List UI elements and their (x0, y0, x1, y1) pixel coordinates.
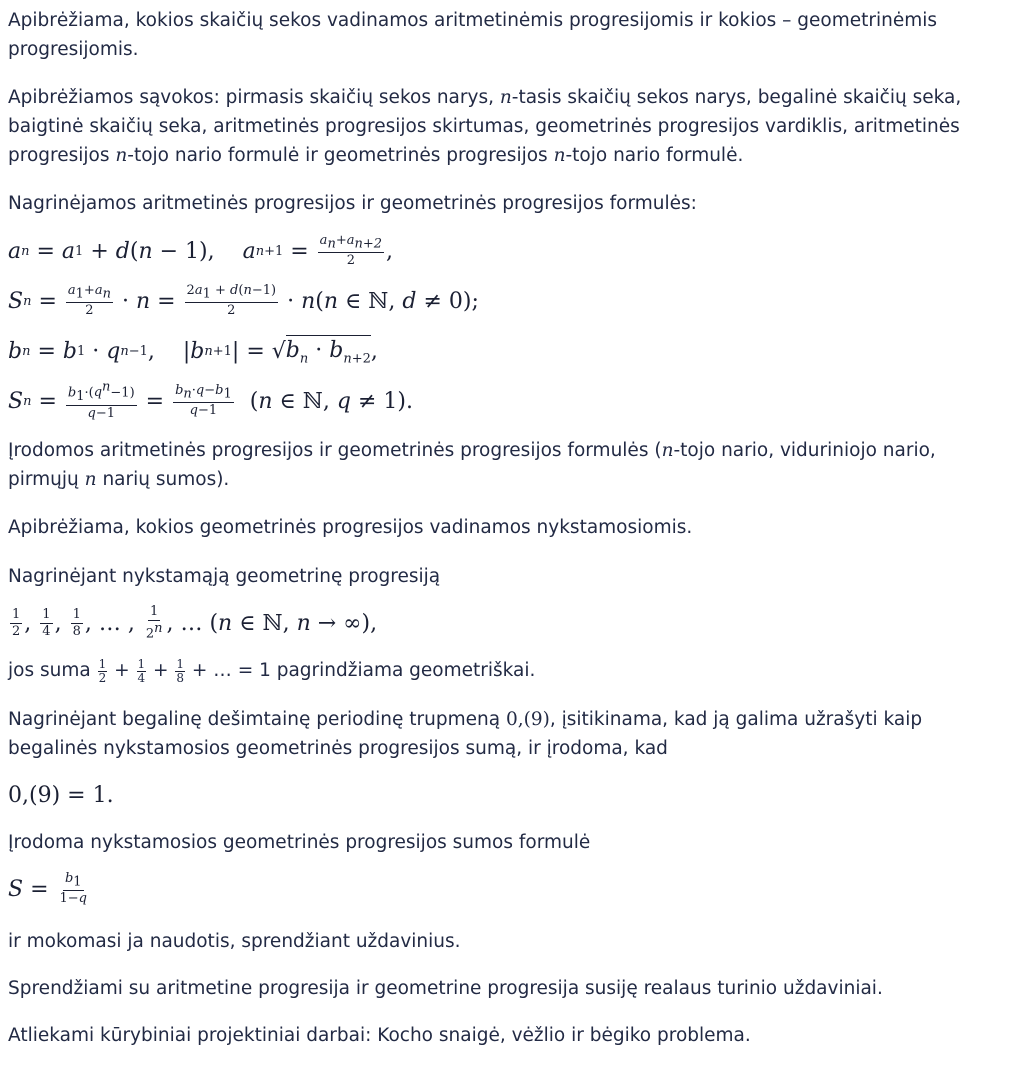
paragraph-vanishing-definition: Apibrėžiama, kokios geometrinės progresijos vadinamos nykstamosiomis. (8, 517, 693, 538)
paragraph-definition: Apibrėžiama, kokios skaičių sekos vadinamos aritmetinėmis progresijomis ir kokios – geometrinėmis progresijomis. (8, 10, 938, 60)
formula-geometric-nth-term: b n = b 1 · q n−1 , | b n+1 | = √ $b_n \cdot b_{n+2}$ , (8, 331, 378, 371)
paragraph-concepts: Apibrėžiamos sąvokos: pirmasis skaičių sekos narys, n-tasis skaičių sekos narys, begalinė skaičių seka, baigtinė skaičių seka, aritmetinės progresijos skirtumas, geometrinės progresijos vardiklis, aritmetinės progresijos n-tojo nario formulė ir geometrinės progresijos n-tojo nario formulė. (8, 87, 962, 166)
formula-periodic-equals-one: 0,(9) = 1. (8, 782, 114, 808)
paragraph-periodic-fraction: Nagrinėjant begalinę dešimtainę periodinę trupmeną 0,(9), įsitikinama, kad ją galima užrašyti kaip begalinės nykstamosios geometrinės progresijos sumą, ir įrodoma, kad (8, 709, 923, 759)
paragraph-formulas-intro: Nagrinėjamos aritmetinės progresijos ir geometrinės progresijos formulės: (8, 193, 697, 214)
formula-geometric-sum: S n = $\frac{b_1\cdot(q^n-1)}{q-1}$ = $\frac{b_n\cdot q-b_1}{q-1}$ ( n ∈ ℕ, q ≠ 1). (8, 380, 413, 421)
paragraph-usage: ir mokomasi ja naudotis, sprendžiant uždavinius. (8, 931, 461, 952)
paragraph-vanishing-intro: Nagrinėjant nykstamąją geometrinę progresiją (8, 566, 441, 587)
formula-vanishing-sequence: $\frac{1}{2}$ , $\frac{1}{4}$ , $\frac{1}{8}$ , … , $\frac{1}{2^n}$ , … ( n ∈ ℕ, n → ∞), (12, 603, 378, 642)
formula-vanishing-sum: S = $\frac{b_1}{1-q}$ (8, 870, 87, 907)
paragraph-projects: Atliekami kūrybiniai projektiniai darbai: Kocho snaigė, vėžlio ir bėgiko problema. (8, 1025, 751, 1046)
paragraph-proofs: Įrodomos aritmetinės progresijos ir geometrinės progresijos formulės (n-tojo nario, viduriniojo nario, pirmųjų n narių sumos). (8, 440, 936, 490)
formula-arithmetic-sum: S n = $\frac{a_1+a_n}{2}$ · n = $\frac{2a_1 + d(n-1)}{2}$ · n ( n ∈ ℕ, d ≠ 0); (8, 282, 479, 319)
paragraph-sum-formula-intro: Įrodoma nykstamosios geometrinės progresijos sumos formulė (8, 832, 591, 853)
paragraph-sum-geometric: jos suma $\frac{1}{2}$ + $\frac{1}{4}$ + $\frac{1}{8}$ + … = 1 pagrindžiama geometriškai. (8, 656, 536, 685)
formula-arithmetic-nth-term: a n = a 1 + d ( n − 1), a n +1 = $\frac{a_n+a_{n+2}}{2}$ , (8, 232, 394, 269)
paragraph-real-problems: Sprendžiami su aritmetine progresija ir geometrine progresija susiję realaus turinio uždaviniai. (8, 978, 883, 999)
